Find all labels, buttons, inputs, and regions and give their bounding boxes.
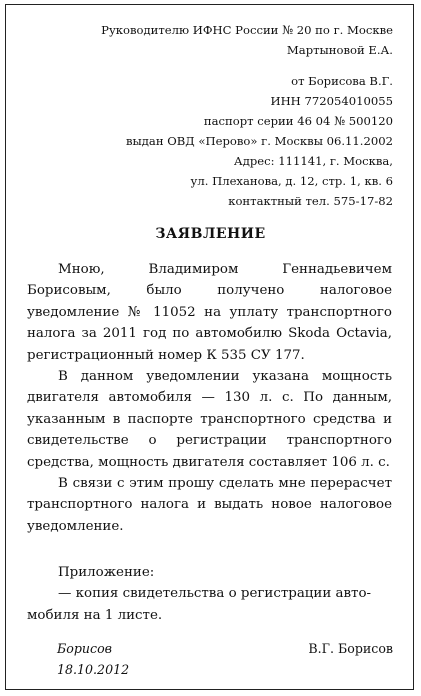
handwritten-signature: Борисов (57, 641, 112, 656)
attachment-item-line1: — копия свидетельства о регистрации авто- (58, 586, 372, 602)
signature-block (57, 638, 129, 680)
header-recipient-name: Мартыновой Е.А. (286, 43, 393, 57)
header-passport-issued: выдан ОВД «Перово» г. Москвы 06.11.2002 (126, 134, 393, 148)
paragraph-2: В данном уведомлении указана мощность двигателя автомобиля — 130 л. с. По данным, указанным в паспорте транспортного средства и свидетельстве о регистрации транспортного средства, мощность двигателя составляет 106 л. с. (27, 369, 392, 470)
attachment-item-line2: мобиля на 1 листе. (27, 607, 163, 623)
header-recipient-office: Руководителю ИФНС России № 20 по г. Москве (101, 23, 393, 37)
paragraph-1: Мною, Владимиром Геннадьевичем Борисовым, было получено налоговое уведомление № 11052 на уплату транспортного налога за 2011 год по автомобилю Skoda Octavia, регистрационный номер К 535 СУ 177. (27, 262, 392, 363)
document-title: ЗАЯВЛЕНИЕ (155, 226, 266, 242)
header-inn: ИНН 772054010055 (270, 94, 393, 108)
header-address-1: Адрес: 111141, г. Москва, (233, 154, 393, 168)
attachment-label: Приложение: (58, 565, 155, 580)
addressee-block (101, 20, 393, 211)
paragraph-3: В связи с этим прошу сделать мне перерасчет транспортного налога и выдать новое налоговое уведомление. (27, 476, 392, 534)
signature-date: 18.10.2012 (57, 662, 130, 677)
header-passport: паспорт серии 46 04 № 500120 (203, 114, 393, 128)
statement-body (27, 259, 392, 537)
header-phone: контактный тел. 575-17-82 (228, 194, 393, 208)
header-sender-name: от Борисова В.Г. (291, 74, 393, 88)
attachment-block (27, 562, 392, 626)
signatory-name: В.Г. Борисов (308, 641, 393, 656)
header-address-2: ул. Плеханова, д. 12, стр. 1, кв. 6 (190, 174, 393, 188)
